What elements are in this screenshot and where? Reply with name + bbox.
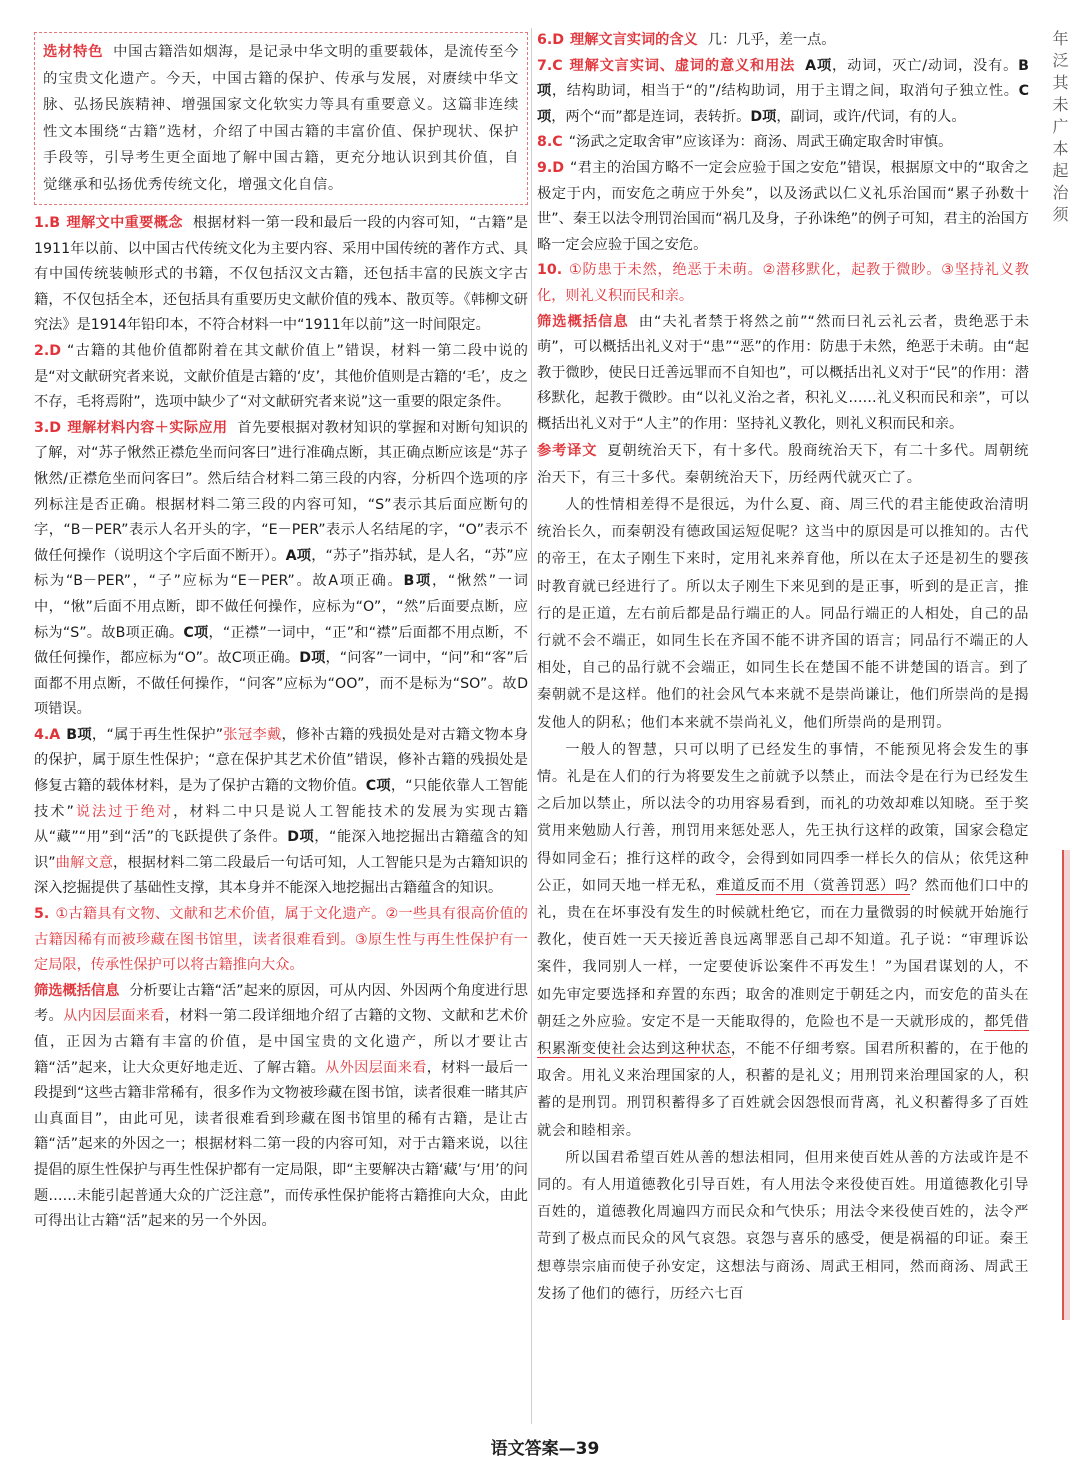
answer-q1 [34, 211, 528, 339]
q4-option-d: D项 [287, 829, 315, 846]
q3-text: 首先要根据对教材知识的掌握和对断句知识的了解，对“苏子愀然正襟危坐而问客曰”进行准确点断，其正确点断应该是“苏子愀然/正襟危坐而问客曰”。然后结合材料二第三段的内容，分析四个选项的序列标注是否正确。根据材料二第三段的内容可知，“S”表示其后面应断句的字，“B－PER”表示人名开头的字，“E－PER”表示人名结尾的字，“O”表示不做任何操作（说明这个字后面不断开）。 [34, 419, 528, 564]
answer-q2 [34, 339, 528, 416]
q10-analysis [537, 310, 1029, 438]
translation-underline-1: 难道反而不用（赏善罚恶）吗 [715, 877, 910, 894]
q7-topic: 理解文言实词、虚词的意义和用法 [568, 57, 796, 74]
translation-text-3a: 一般人的智慧，只可以明了已经发生的事情，不能预见将会发生的事情。礼是在人们的行为将要发生之前就予以禁止，而法令是在行为已经发生之后加以禁止，所以法令的功用容易看到，而礼的功效却难以知晓。至于奖赏用来勉励人行善，刑罚用来惩处恶人，先王执行这样的政策，国家会稳定得如同金石；推行这样的政令，会得到如同四季一样长久的信从；依凭这种公正，如同天地一样无私， [537, 741, 1029, 894]
feature-tag: 选材特色 [43, 44, 104, 60]
translation-underline-2: 都凭借积累渐变使社会达到这种状态 [537, 1013, 1029, 1057]
q3-topic: 理解材料内容＋实际应用 [67, 419, 228, 436]
q4-option-b: B项 [66, 726, 92, 743]
translation-text-3c: ，不能不仔细考察。国君所积蓄的，在于他的取舍。用礼义来治理国家的人，积蓄的是礼义；用刑罚来治理国家的人，积蓄的是刑罚。刑罚积蓄得多了百姓就会因怨恨而背离，礼义积蓄得多了百姓就会和睦相亲。 [537, 1040, 1029, 1139]
q4-text-5: ，“能深入地挖掘出古籍蕴含的知识” [34, 829, 528, 871]
q3-option-b: B项 [403, 573, 432, 590]
q3-option-c: C项 [183, 624, 209, 641]
q6-topic: 理解文言实词的含义 [570, 32, 698, 48]
q4-text-3: ，“只能依靠人工智能技术” [34, 778, 528, 820]
q4-text-1: ，“属于再生性保护” [91, 726, 224, 743]
q4-error-3: 曲解文意 [55, 854, 114, 871]
q6-text: 几：几乎，差一点。 [707, 32, 836, 48]
right-column [537, 28, 1029, 1308]
q8-text: “汤武之定取舍审”应该译为：商汤、周武王确定取舍时审慎。 [568, 134, 953, 151]
q4-option-c: C项 [365, 778, 391, 795]
material-feature-box [34, 32, 528, 205]
q1-topic: 理解文中重要概念 [66, 215, 183, 231]
q5-text-1: 分析要让古籍“活”起来的原因，可从内因、外因两个角度进行思考。 [34, 982, 528, 1025]
q3-option-a: A项 [285, 547, 312, 564]
q4-number: 4.A [34, 726, 61, 743]
q3-text-b: ，“愀然”一词中，“愀”后面不用点断，即不做任何操作，应标为“O”，“然”后面要点断，应标为“S”。故B项正确。 [34, 573, 528, 641]
q7-text-a: ，动词，灭亡/动词，没有。 [832, 57, 1019, 74]
q4-text-2: ，修补古籍的残损处是对古籍文物本身的保护，属于原生性保护；“意在保护其艺术价值”错误，修补古籍的残损处是修复古籍的载体材料，是为了保护古籍的文物价值。 [34, 726, 528, 795]
translation-p1 [537, 438, 1029, 492]
edge-text: 年泛其未广本起治须 [1050, 30, 1069, 228]
q5-text-2: ，材料一第二段详细地介绍了古籍的文物、文献和艺术价值，正因为古籍有丰富的价值，是中国宝贵的文化遗产，所以才要让古籍“活”起来，让大众更好地走近、了解古籍。 [34, 1008, 528, 1076]
q6-number: 6.D [537, 32, 565, 48]
q2-number: 2.D [34, 342, 62, 359]
q3-number: 3.D [34, 419, 62, 436]
left-column [34, 30, 528, 1235]
feature-text: 中国古籍浩如烟海，是记录中华文明的重要载体，是流传至今的宝贵文化遗产。今天，中国古籍的保护、传承与发展，对赓续中华文脉、弘扬民族精神、增强国家文化软实力等具有重要意义。这篇非连续性文本围绕“古籍”选材，介绍了中国古籍的丰富价值、保护现状、保护手段等，引导考生更全面地了解中国古籍，更充分地认识到其价值，自觉继承和弘扬优秀传统文化，增强文化自信。 [43, 44, 519, 193]
q1-text: 根据材料一第一段和最后一段的内容可知，“古籍”是1911年以前、以中国古代传统文化为主要内容、采用中国传统的著作方式、具有中国传统装帧形式的书籍，不仅包括汉文古籍，还包括丰富的民族文字古籍，不仅包括全本，还包括具有重要历史文献价值的残本、散页等。《韩柳文研究法》是1914年铅印本，不符合材料一中“1911年以前”这一时间限定。 [34, 215, 528, 334]
q1-number: 1.B [34, 215, 61, 231]
answer-q8 [537, 130, 1029, 156]
answer-q9 [537, 156, 1029, 258]
q7-option-d: D项 [750, 108, 777, 125]
translation-p2: 人的性情相差得不是很远，为什么夏、商、周三代的君主能使政治清明统治长久，而秦朝没有德政国运短促呢？这当中的原因是可以推知的。古代的帝王，在太子刚生下来时，定用礼来养育他，所以在太子还是初生的婴孩时教育就已经进行了。所以太子刚生下来见到的是正事，听到的是正言，推行的是正道，左右前后都是品行端正的人。同品行端正的人相处，自己的品行就不会不端正，如同生长在齐国不能不讲齐国的语言；同品行不端正的人相处，自己的品行就不会端正，如同生长在楚国不能不讲楚国的语言。到了秦朝就不是这样。他们的社会风气本来就不是崇尚谦让，他们所崇尚的是揭发他人的阴私；他们本来就不崇尚礼义，他们所崇尚的是刑罚。 [537, 496, 1029, 731]
q7-option-c: C项 [537, 83, 1029, 125]
translation-text-1: 夏朝统治天下，有十多代。殷商统治天下，有二十多代。周朝统治天下，有三十多代。秦朝统治天下，历经两代就灭亡了。 [537, 442, 1029, 486]
translation-label: 参考译文 [537, 442, 598, 459]
q7-text-d: ，副词，或许/代词，有的人。 [776, 108, 966, 125]
q7-number: 7.C [537, 57, 563, 74]
q10-text: 由“夫礼者禁于将然之前”“然而曰礼云礼云者，贵绝恶于未萌”，可以概括出礼义对于“患”“恶”的作用：防患于未然，绝恶于未萌。由“起教于微眇，使民日迁善远罪而不自知也”，可以概括出礼义对于“民”的作用：潜移默化，起教于微眇。由“以礼义治之者，积礼义……礼义积而民和亲”，可以概括出礼义对于“人主”的作用：坚持礼义教化，则礼义积而民和亲。 [537, 313, 1029, 432]
edge-marker [1062, 850, 1070, 1320]
q5-label: 筛选概括信息 [34, 982, 120, 999]
q9-text: “君主的治国方略不一定会应验于国之安危”错误，根据原文中的“取舍之极定于内，而安危之萌应于外矣”，以及汤武以仁义礼乐治国而“累子孙数十世”、秦王以法令刑罚治国而“祸几及身，子孙诛绝”的例子可知，君主的治国方略一定会应验于国之安危。 [537, 159, 1029, 253]
q3-option-d: D项 [299, 650, 326, 667]
answer-q10 [537, 258, 1029, 309]
column-divider [531, 28, 532, 1424]
q4-text-4: ，材料二中只是说人工智能技术的发展为实现古籍从“藏”“用”到“活”的飞跃提供了条件。 [34, 803, 528, 846]
q4-error-1: 张冠李戴 [223, 726, 282, 743]
q2-text: “古籍的其他价值都附着在其文献价值上”错误，材料一第二段中说的是“对文献研究者来说，文献价值是古籍的‘皮’，其他价值则是古籍的‘毛’，皮之不存，毛将焉附”，选项中缺少了“对文献研究者来说”这一重要的限定条件。 [34, 342, 528, 411]
q4-error-2: 说法过于绝对 [73, 803, 174, 820]
q7-text-b: ，结构助词，相当于“的”/结构助词，用于主谓之间，取消句子独立性。 [551, 83, 1019, 100]
adjacent-page-edge [1040, 0, 1072, 1468]
q7-option-a: A项 [805, 57, 833, 74]
q10-number: 10. [537, 262, 563, 279]
q5-outer-cause: 从外因层面来看 [325, 1059, 427, 1076]
answer-q7 [537, 54, 1029, 131]
q10-label: 筛选概括信息 [537, 313, 629, 330]
q3-text-a: ，“苏子”指苏轼，是人名，“苏”应标为“B－PER”，“子”应标为“E－PER”。故A项正确。 [34, 547, 529, 590]
page-footer: 语文答案—39 [490, 1439, 600, 1459]
q10-answer: ①防患于未然，绝恶于未萌。②潜移默化，起教于微眇。③坚持礼义教化，则礼义积而民和亲。 [537, 262, 1029, 304]
q7-text-c: ，两个“而”都是连词，表转折。 [551, 108, 751, 125]
answer-q5 [34, 902, 528, 979]
translation-p4: 所以国君希望百姓从善的想法相同，但用来使百姓从善的方法或许是不同的。有人用道德教化引导百姓，有人用法令来役使百姓。用道德教化引导百姓的，道德教化周遍四方而民众和气快乐；用法令来役使百姓的，法令严苛到了极点而民众的风气哀怨。哀怨与喜乐的感受，便是祸福的印证。秦王想尊崇宗庙而使子孙安定，这想法与商汤、周武王相同，然而商汤、周武王发扬了他们的德行，历经六七百 [537, 1149, 1029, 1302]
translation-p3 [537, 737, 1029, 1145]
q5-answer: ①古籍具有文物、文献和艺术价值，属于文化遗产。②一些具有很高价值的古籍因稀有而被珍藏在图书馆里，读者很难看到。③原生性与再生性保护有一定局限，传承性保护可以将古籍推向大众。 [34, 906, 528, 974]
q3-text-c: ，“正襟”一词中，“正”和“襟”后面都不用点断，不做任何操作，都应标为“O”。故C项正确。 [34, 624, 528, 667]
q3-text-d: ，“问客”一词中，“问”和“客”后面都不用点断，不做任何操作，“问客”应标为“OO”，而不是标为“SO”。故D项错误。 [34, 650, 529, 718]
q5-number: 5. [34, 906, 50, 923]
translation-text-3b: ？然而他们口中的礼，贵在在坏事没有发生的时候就杜绝它，而在力量微弱的时候就开始施行教化，使百姓一天天接近善良远离罪恶自己却不知道。孔子说：“审理诉讼案件，我同别人一样，一定要使诉讼案件不再发生！”为国君谋划的人，不如先审定要选择和弃置的东西；取舍的准则定于朝廷之内，而安危的苗头在朝廷之外应验。安定不是一天能取得的，危险也不是一天就形成的， [537, 877, 1029, 1030]
q5-inner-cause: 从内因层面来看 [63, 1008, 165, 1025]
answer-q3 [34, 416, 528, 723]
answer-q4 [34, 723, 528, 902]
answer-q6 [537, 28, 1029, 54]
q5-text-3: ，材料一最后一段提到“这些古籍非常稀有，很多作为文物被珍藏在图书馆，读者很难一睹其庐山真面目”，由此可见，读者很难看到珍藏在图书馆里的稀有古籍，是让古籍“活”起来的外因之一；根据材料二第一段的内容可知，对于古籍来说，以往提倡的原生性保护与再生性保护都有一定局限，即“主要解决古籍‘藏’与‘用’的问题……未能引起普通大众的广泛注意”，而传承性保护能将古籍推向大众，由此可得出让古籍“活”起来的另一个外因。 [34, 1059, 528, 1230]
q8-number: 8.C [537, 134, 563, 151]
q4-text-6: ，根据材料二第二段最后一句话可知，人工智能只是为古籍知识的深入挖掘提供了基础性支撑，其本身并不能深入地挖掘出古籍蕴含的知识。 [34, 854, 528, 897]
q7-option-b: B项 [537, 57, 1029, 100]
q5-analysis [34, 979, 528, 1235]
q9-number: 9.D [537, 159, 565, 176]
